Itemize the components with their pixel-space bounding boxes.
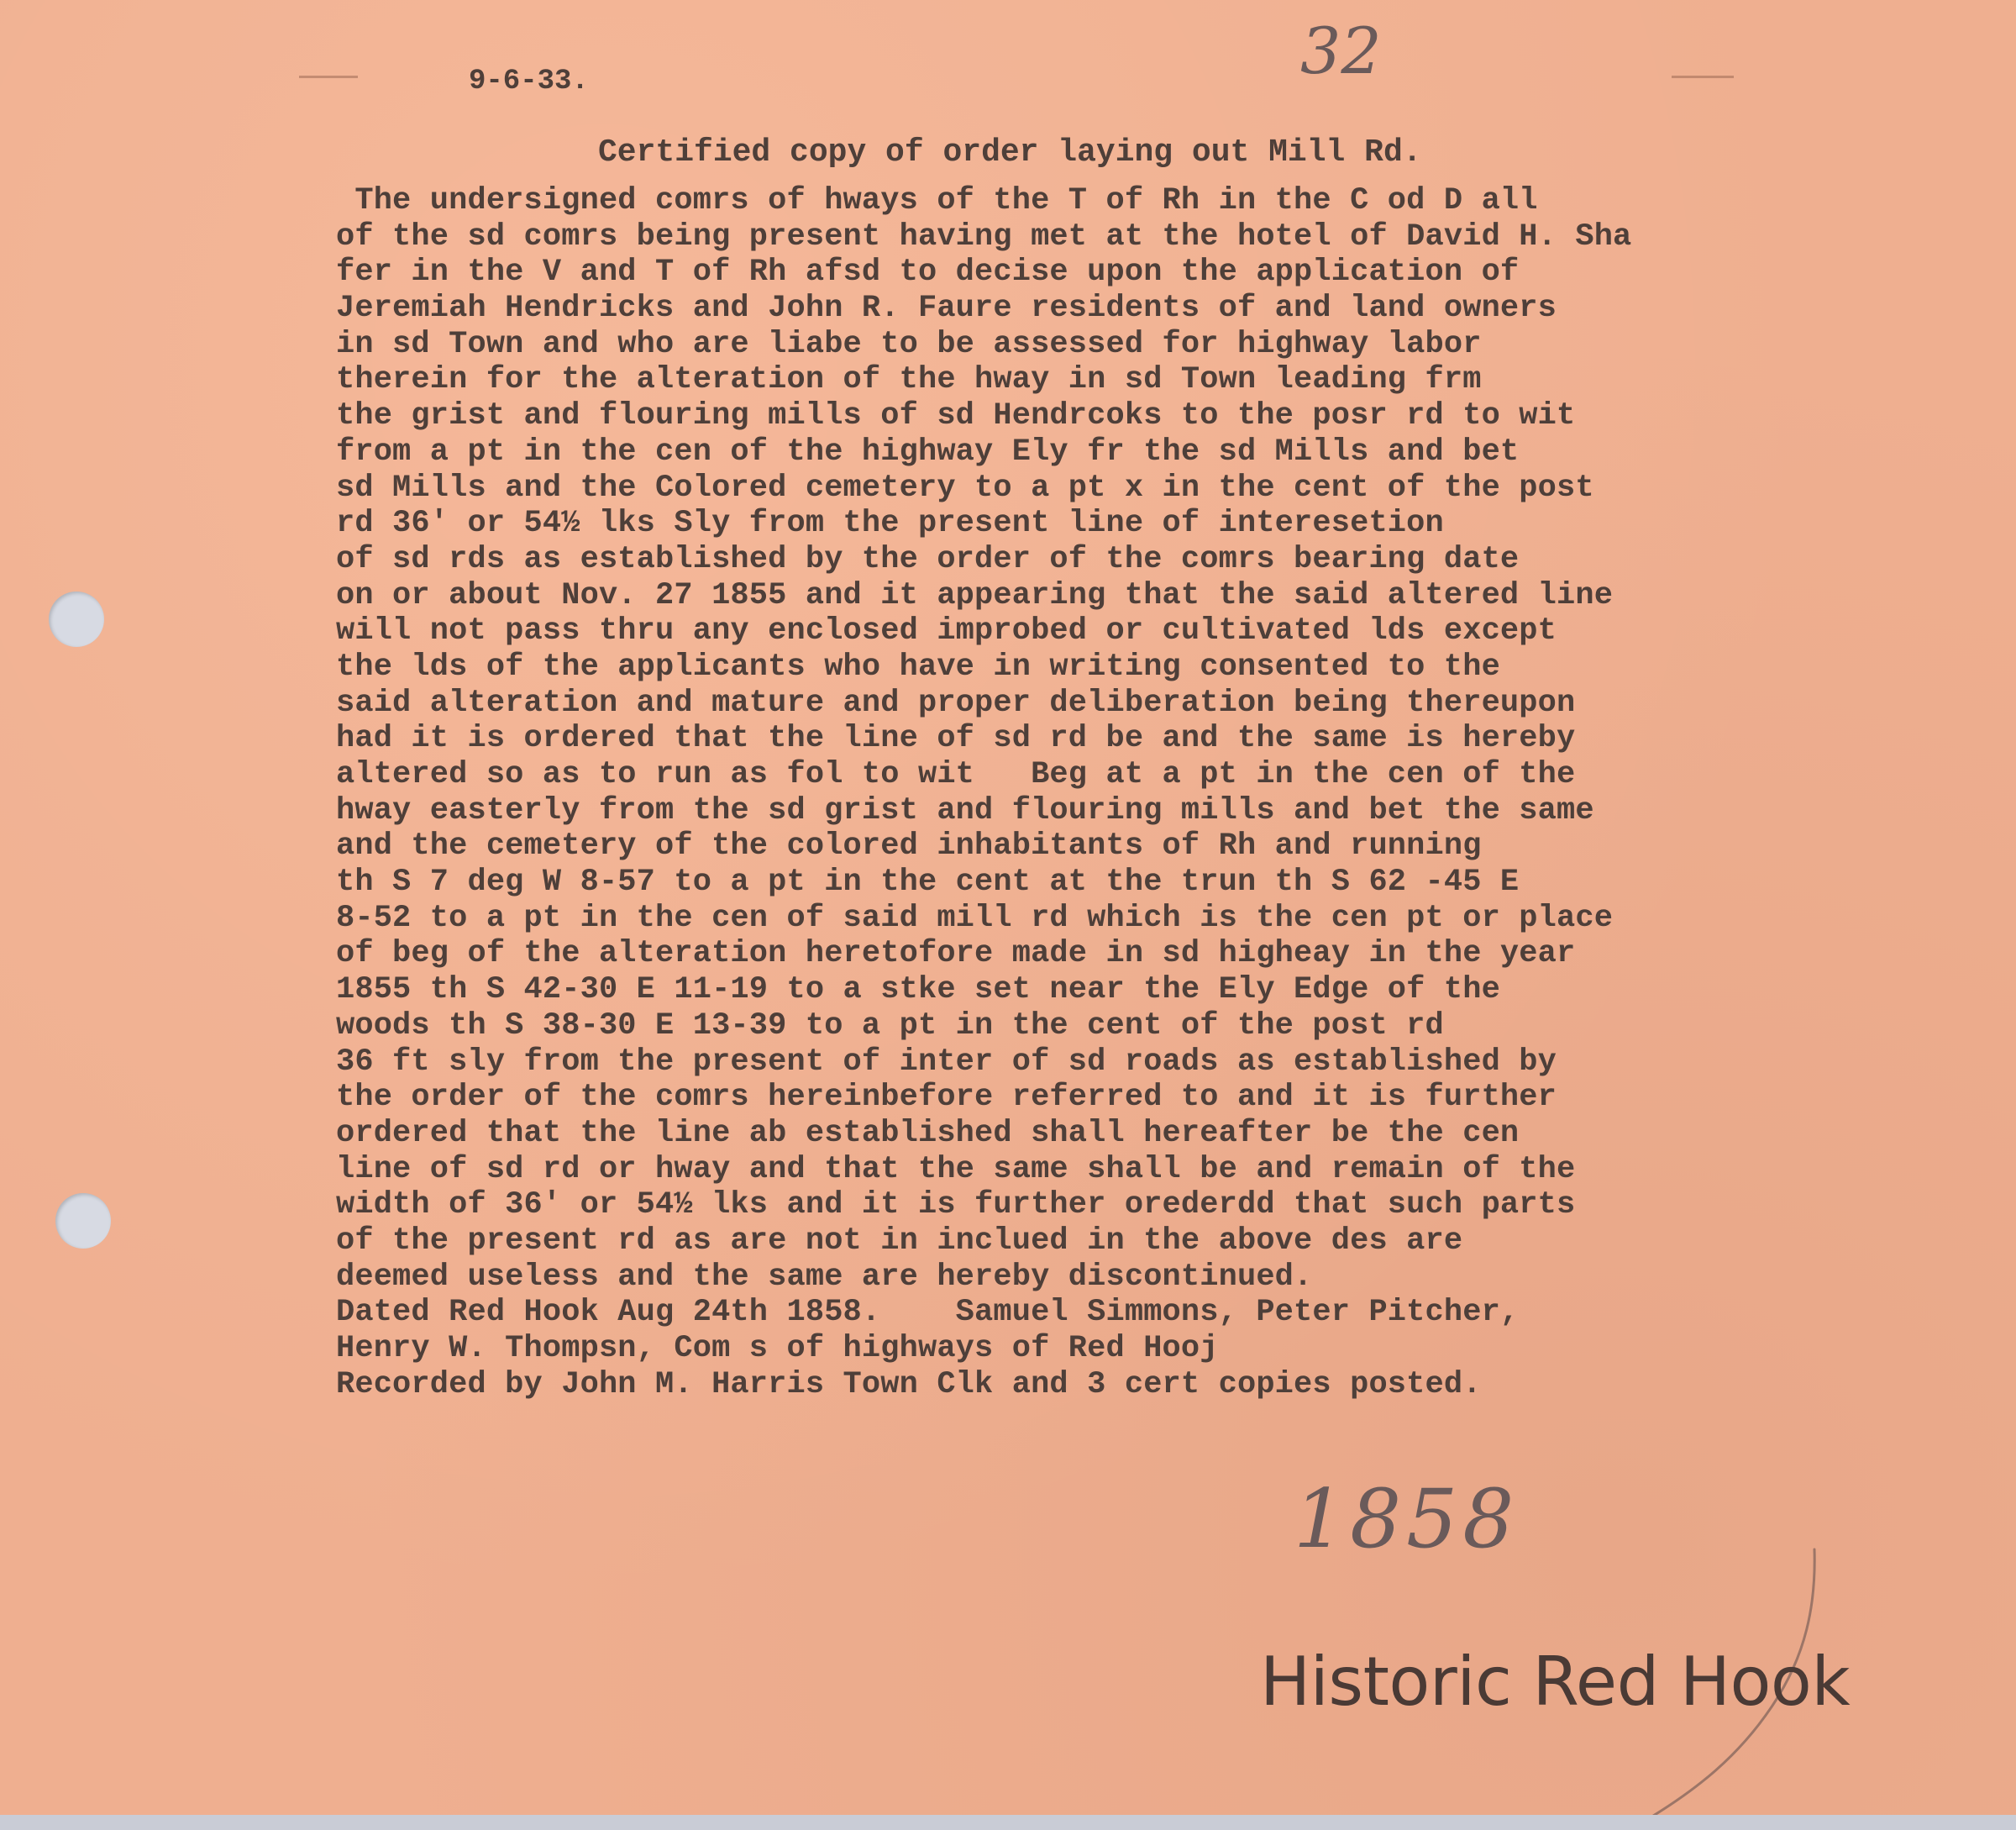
document-date: 9-6-33. [469, 66, 589, 97]
handwritten-year: 1858 [1294, 1472, 1520, 1566]
body-line: woods th S 38-30 E 13-39 to a pt in the cent of the post rd [336, 1007, 1444, 1044]
watermark-text: Historic Red Hook [1260, 1643, 1851, 1721]
body-line: ordered that the line ab established shall hereafter be the cen [336, 1115, 1520, 1151]
scan-border [0, 1815, 2016, 1830]
body-line: and the cemetery of the colored inhabitants of Rh and running [336, 828, 1482, 865]
body-line: in sd Town and who are liabe to be assessed for highway labor [336, 326, 1482, 362]
body-line: altered so as to run as fol to wit Beg at a pt in the cen of the [336, 757, 1576, 792]
body-line: th S 7 deg W 8-57 to a pt in the cent at the trun th S 62 -45 E [336, 865, 1520, 901]
body-line: of the sd comrs being present having met at the hotel of David H. Sha [336, 218, 1632, 255]
body-line: the grist and flouring mills of sd Hendrcoks to the posr rd to wit [336, 398, 1576, 434]
page-number: 32 [1300, 13, 1382, 88]
body-line: fer in the V and T of Rh afsd to decise upon the application of [336, 255, 1520, 291]
punch-hole [55, 1193, 111, 1249]
body-line: width of 36' or 54½ lks and it is further orederdd that such parts [336, 1187, 1576, 1223]
margin-mark-left [299, 76, 358, 78]
body-line: Jeremiah Hendricks and John R. Faure residents of and land owners [336, 291, 1557, 327]
body-line: The undersigned comrs of hways of the T of Rh in the C od D all [336, 183, 1538, 218]
punch-hole [49, 592, 104, 647]
body-line: from a pt in the cen of the highway Ely fr the sd Mills and bet [336, 434, 1520, 470]
body-line: on or about Nov. 27 1855 and it appearing that the said altered line [336, 577, 1614, 613]
body-line: of sd rds as established by the order of the comrs bearing date [336, 541, 1520, 577]
body-line: Dated Red Hook Aug 24th 1858. Samuel Simmons, Peter Pitcher, [336, 1295, 1520, 1331]
body-line: Recorded by John M. Harris Town Clk and 3 cert copies posted. [336, 1366, 1482, 1402]
body-line: of the present rd as are not in inclued in the above des are [336, 1223, 1463, 1259]
body-line: the lds of the applicants who have in writing consented to the [336, 649, 1500, 685]
body-line: rd 36' or 54½ lks Sly from the present line of interesetion [336, 506, 1444, 542]
body-line: will not pass thru any enclosed improbed or cultivated lds except [336, 613, 1557, 649]
body-line: sd Mills and the Colored cemetery to a pt x in the cent of the post [336, 470, 1594, 506]
body-line: had it is ordered that the line of sd rd be and the same is hereby [336, 721, 1576, 757]
body-line: the order of the comrs hereinbefore referred to and it is further [336, 1080, 1557, 1116]
body-line: deemed useless and the same are hereby discontinued. [336, 1259, 1313, 1295]
body-line: therein for the alteration of the hway in sd Town leading frm [336, 362, 1482, 398]
body-line: line of sd rd or hway and that the same shall be and remain of the [336, 1151, 1576, 1187]
document-body [336, 183, 1631, 1402]
body-line: hway easterly from the sd grist and flouring mills and bet the same [336, 792, 1594, 828]
body-line: of beg of the alteration heretofore made in sd higheay in the year [336, 936, 1576, 972]
body-line: 1855 th S 42-30 E 11-19 to a stke set near the Ely Edge of the [336, 972, 1500, 1008]
body-line: 8-52 to a pt in the cen of said mill rd which is the cen pt or place [336, 900, 1614, 936]
body-line: 36 ft sly from the present of inter of sd roads as established by [336, 1044, 1557, 1080]
document-title: Certified copy of order laying out Mill Rd. [598, 134, 1422, 171]
margin-mark-right [1672, 76, 1734, 78]
body-line: Henry W. Thompsn, Com s of highways of Red Hooj [336, 1331, 1219, 1366]
body-line: said alteration and mature and proper deliberation being thereupon [336, 685, 1576, 721]
